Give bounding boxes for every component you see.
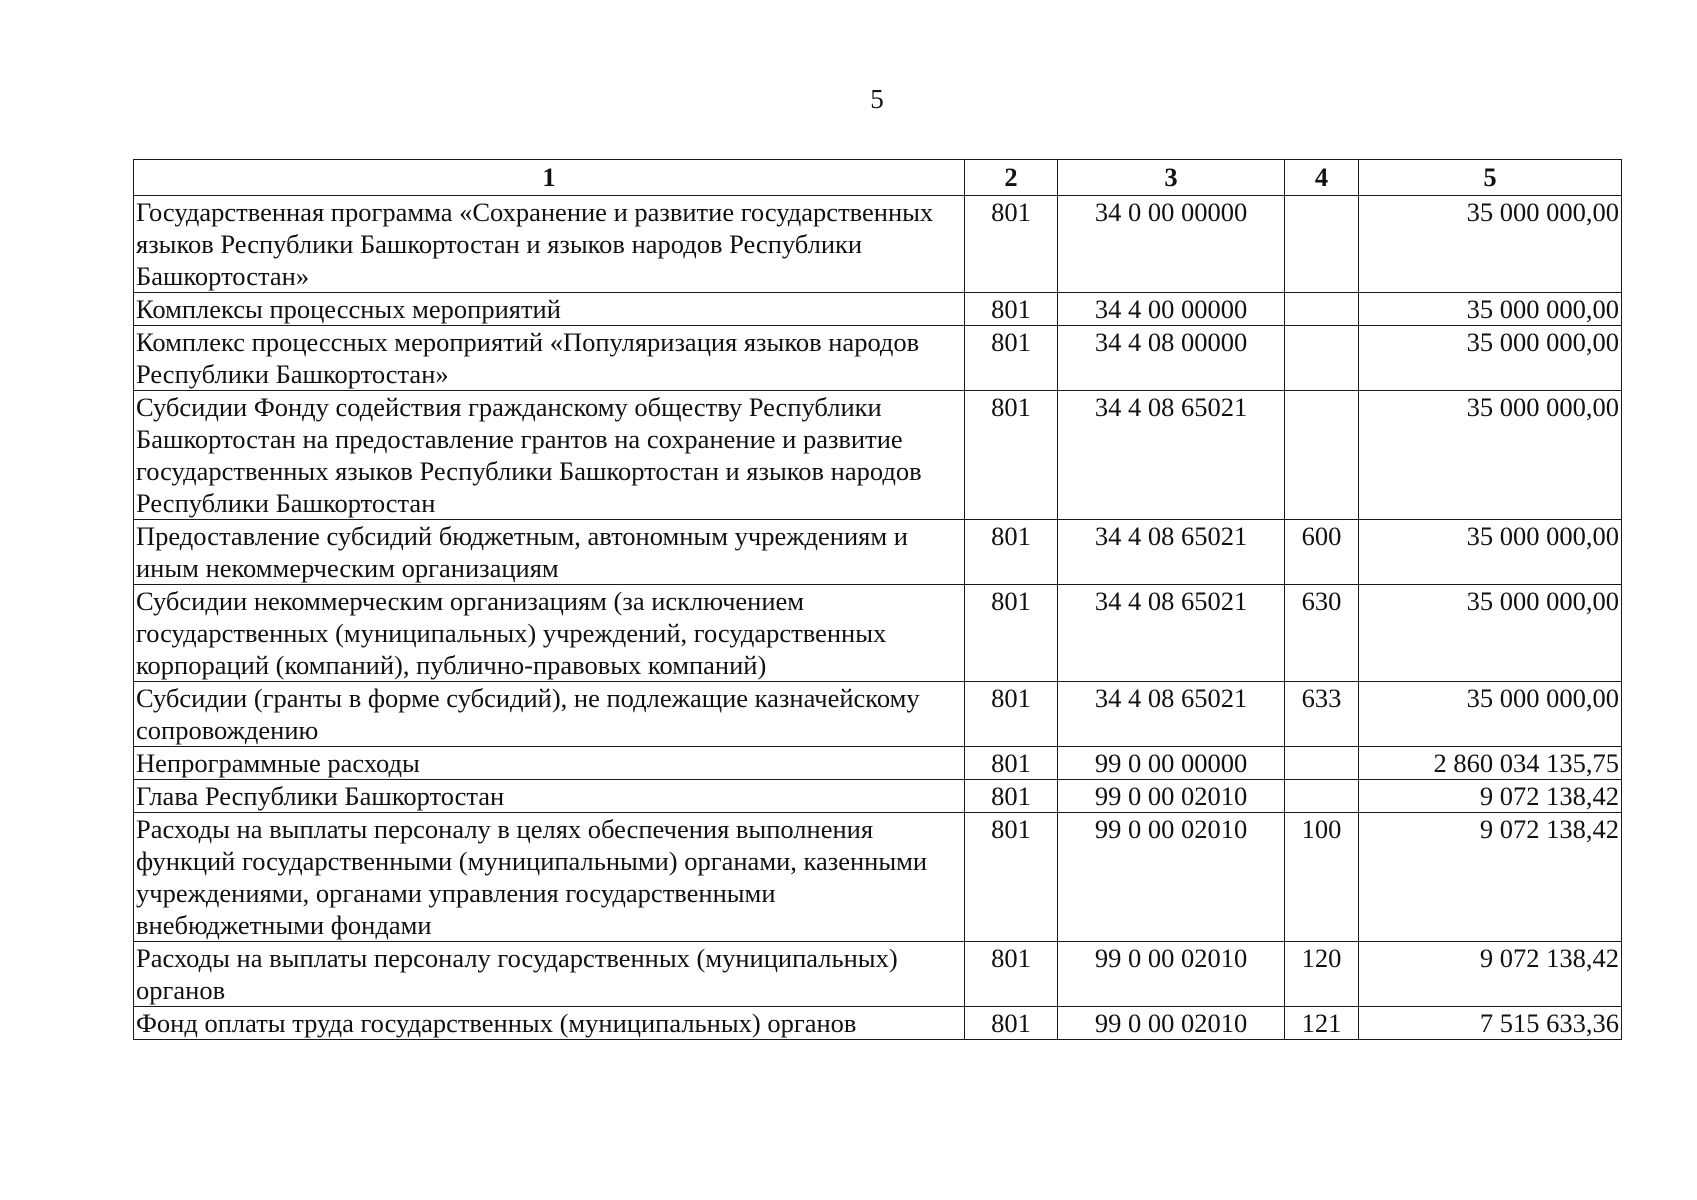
target-article-cell: 34 4 08 65021 [1058,585,1285,682]
target-article-cell: 99 0 00 02010 [1058,1007,1285,1040]
amount-cell: 9 072 138,42 [1359,942,1622,1007]
expense-type-cell: 633 [1285,682,1359,747]
expense-type-cell: 600 [1285,520,1359,585]
column-header-5: 5 [1359,160,1622,196]
column-header-2: 2 [965,160,1058,196]
expense-name-cell: Расходы на выплаты персоналу государственных (муниципальных) органов [134,942,965,1007]
expense-type-cell: 100 [1285,813,1359,942]
expense-type-cell [1285,747,1359,780]
target-article-cell: 99 0 00 02010 [1058,813,1285,942]
ministry-code-cell: 801 [965,585,1058,682]
table-row [134,747,1622,780]
expense-name-cell: Субсидии некоммерческим организациям (за исключением государственных (муниципальных) учреждений, государственных корпораций (компаний), публично-правовых компаний) [134,585,965,682]
expense-name-cell: Непрограммные расходы [134,747,965,780]
amount-cell: 35 000 000,00 [1359,293,1622,326]
table-row [134,326,1622,391]
target-article-cell: 99 0 00 02010 [1058,942,1285,1007]
table-row [134,942,1622,1007]
amount-cell: 9 072 138,42 [1359,780,1622,813]
ministry-code-cell: 801 [965,682,1058,747]
target-article-cell: 34 4 00 00000 [1058,293,1285,326]
ministry-code-cell: 801 [965,780,1058,813]
column-header-3: 3 [1058,160,1285,196]
expense-type-cell [1285,326,1359,391]
expense-name-cell: Государственная программа «Сохранение и развитие государственных языков Республики Башкортостан и языков народов Республики Башкортостан» [134,196,965,293]
table-row [134,520,1622,585]
expense-type-cell: 630 [1285,585,1359,682]
amount-cell: 35 000 000,00 [1359,520,1622,585]
expense-name-cell: Предоставление субсидий бюджетным, автономным учреждениям и иным некоммерческим организациям [134,520,965,585]
target-article-cell: 34 4 08 00000 [1058,326,1285,391]
ministry-code-cell: 801 [965,196,1058,293]
table-row [134,682,1622,747]
column-header-1: 1 [134,160,965,196]
target-article-cell: 99 0 00 02010 [1058,780,1285,813]
page-number: 5 [870,84,884,114]
target-article-cell: 34 4 08 65021 [1058,520,1285,585]
expense-type-cell [1285,391,1359,520]
amount-cell: 35 000 000,00 [1359,196,1622,293]
expense-name-cell: Субсидии (гранты в форме субсидий), не подлежащие казначейскому сопровождению [134,682,965,747]
table-row [134,813,1622,942]
table-row [134,780,1622,813]
amount-cell: 7 515 633,36 [1359,1007,1622,1040]
target-article-cell: 34 4 08 65021 [1058,391,1285,520]
amount-cell: 35 000 000,00 [1359,326,1622,391]
table-row [134,585,1622,682]
expense-name-cell: Глава Республики Башкортостан [134,780,965,813]
ministry-code-cell: 801 [965,326,1058,391]
ministry-code-cell: 801 [965,813,1058,942]
expense-name-cell: Субсидии Фонду содействия гражданскому обществу Республики Башкортостан на предоставление грантов на сохранение и развитие государственных языков Республики Башкортостан и языков народов Республики Башкортостан [134,391,965,520]
expense-type-cell: 121 [1285,1007,1359,1040]
target-article-cell: 34 4 08 65021 [1058,682,1285,747]
ministry-code-cell: 801 [965,942,1058,1007]
table-header-row [134,160,1622,196]
ministry-code-cell: 801 [965,391,1058,520]
table-row [134,1007,1622,1040]
ministry-code-cell: 801 [965,520,1058,585]
table-row [134,293,1622,326]
expense-name-cell: Комплексы процессных мероприятий [134,293,965,326]
expense-type-cell [1285,293,1359,326]
budget-table [133,159,1622,1040]
amount-cell: 35 000 000,00 [1359,585,1622,682]
expense-type-cell [1285,196,1359,293]
amount-cell: 35 000 000,00 [1359,391,1622,520]
amount-cell: 9 072 138,42 [1359,813,1622,942]
expense-name-cell: Фонд оплаты труда государственных (муниципальных) органов [134,1007,965,1040]
table-row [134,196,1622,293]
expense-type-cell: 120 [1285,942,1359,1007]
target-article-cell: 99 0 00 00000 [1058,747,1285,780]
table-body [134,196,1622,1040]
amount-cell: 35 000 000,00 [1359,682,1622,747]
ministry-code-cell: 801 [965,293,1058,326]
expense-type-cell [1285,780,1359,813]
table-row [134,391,1622,520]
ministry-code-cell: 801 [965,747,1058,780]
ministry-code-cell: 801 [965,1007,1058,1040]
column-header-4: 4 [1285,160,1359,196]
expense-name-cell: Расходы на выплаты персоналу в целях обеспечения выполнения функций государственными (муниципальными) органами, казенными учреждениями, органами управления государственными внебюджетными фондами [134,813,965,942]
expense-name-cell: Комплекс процессных мероприятий «Популяризация языков народов Республики Башкортостан» [134,326,965,391]
amount-cell: 2 860 034 135,75 [1359,747,1622,780]
target-article-cell: 34 0 00 00000 [1058,196,1285,293]
